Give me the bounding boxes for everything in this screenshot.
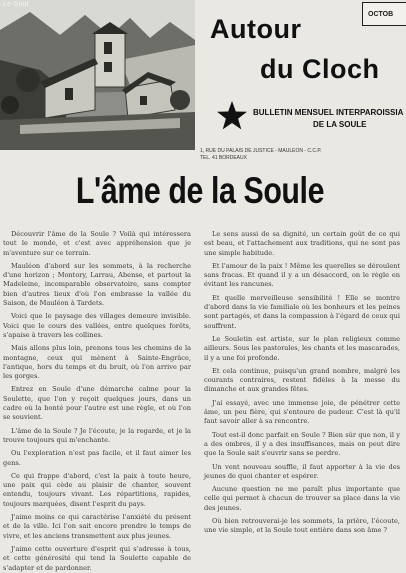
bulletin-subtitle bbox=[253, 107, 403, 131]
publisher-address bbox=[200, 148, 400, 162]
issue-date-box bbox=[362, 2, 406, 26]
paragraph: Aucune question ne me paraît plus importante que celle qui permet à chacun de trouver sa place dans la vie des jeunes. bbox=[204, 485, 400, 512]
paragraph: J'ai essayé, avec une immense joie, de pénétrer cette âme, un peu fière, qui s'entoure de pudeur. C'est là qu'il faut savoir aller à sa rencontre. bbox=[204, 398, 400, 426]
paragraph: Entrez en Soule d'une démarche calme pour la Soulette, que l'on y reçoit quelques jours, dans un cadre où la bonté pour l'autre est une règle, et où l'on se souvient. bbox=[3, 385, 191, 422]
paragraph: Et quelle merveilleuse sensibilité ! Elle se montre d'abord dans la vie familiale où les bonheurs et les peines sont partagés, et dans la compassion à l'égard de ceux qui souffrent. bbox=[204, 293, 400, 330]
article-column-left bbox=[3, 230, 191, 572]
paragraph: Ce qui frappe d'abord, c'est la paix à toute heure, une paix qui cède au plaisir de chanter, souvent entendu, toujours vivant. Les répartitions, rapides, toujours marquées, disent l'esprit du pays. bbox=[3, 471, 191, 508]
masthead-photo bbox=[0, 0, 195, 150]
paragraph: Tout est-il donc parfait en Soule ? Bien sûr que non, il y a des ombres, il y a des insuffisances, mais on peut dire que la Soule sait s'ouvrir sans se perdre. bbox=[204, 430, 400, 458]
paragraph: Découvrir l'âme de la Soule ? Voilà qui intéressera tout le monde, et c'est avec appréhension que je m'aventure sur ce terrain. bbox=[3, 230, 191, 257]
article-headline: L'âme de la Soule bbox=[75, 170, 325, 211]
paragraph: Et cela continue, puisqu'un grand nombre, malgré les courants contraires, restent fidèles à la messe du dimanche et aux grandes fêtes. bbox=[204, 366, 400, 394]
bulletin-line1: BULLETIN MENSUEL INTERPAROISSIA bbox=[253, 108, 404, 117]
star-icon bbox=[216, 100, 248, 132]
paragraph: Mauléon d'abord sur les sommets, à la recherche d'une horizon ; Montory, Larrau, Abense, et partout la Madeleine, incomparable observatoire, sans compter bien d'autres lieux d'où l'on embrasse la vallée du Saison, de Mauléon à Tardets. bbox=[3, 261, 191, 308]
paragraph: Mais allons plus loin, prenons tous les chemins de la montagne, ceux qui mènent à Sainte-Engrâce, l'antique, hors du temps et du bruit, où l'on arrive par les gorges. bbox=[3, 344, 191, 381]
issue-date-label: OCTOB bbox=[368, 11, 394, 18]
paragraph: Ou l'exploration n'est pas facile, et il faut aimer les gens. bbox=[3, 449, 191, 467]
masthead-title-line1: Autour bbox=[210, 14, 302, 44]
paragraph: L'âme de la Soule ? Je l'écoute, je la regarde, et je la trouve toujours qui m'enchante. bbox=[3, 426, 191, 444]
address-line: TEL. 41 BORDEAUX bbox=[200, 155, 247, 161]
masthead-title-line2: du Cloch bbox=[260, 54, 380, 84]
article-column-right bbox=[204, 230, 400, 554]
paragraph: Voici que le paysage des villages demeure invisible. Voici que le cours des vallées, entre quelques forêts, s'apaise à travers les collines. bbox=[3, 312, 191, 339]
paragraph: Le sens aussi de sa dignité, un certain goût de ce qui est beau, et l'attachement aux traditions, qui ne sont pas une simple habitude. bbox=[204, 230, 400, 257]
paragraph: J'aime moins ce qui caractérise l'anxiété du présent et de la ville. Ici l'on sait encore prendre le temps de vivre, et les anciens transmettent aux plus jeunes. bbox=[3, 513, 191, 540]
paragraph: Où bien retrouverai-je les sommets, la prière, l'écoute, une vie simple, et la Soule tout entière dans son âme ? bbox=[204, 517, 400, 535]
paragraph: Un vent nouveau souffle, il faut apporter à la vie des jeunes de quoi chanter et espérer. bbox=[204, 462, 400, 480]
paragraph: Le Souletin est artiste, sur le plan religieux comme ailleurs. Sous les pastorales, les chants et les mascarades, il y a une foi profonde. bbox=[204, 334, 400, 362]
bulletin-line2: DE LA SOULE bbox=[313, 120, 367, 129]
paragraph: J'aime cette ouverture d'esprit qui s'adresse à tous, et cette générosité qui tend la Soulette capable de s'adapter et de pardonner. bbox=[3, 544, 191, 572]
address-line: 1, RUE DU PALAIS DE JUSTICE - MAULEON - C.C.P. bbox=[200, 148, 322, 154]
village-church-photo bbox=[0, 0, 195, 150]
photo-caption: Le-Sout bbox=[3, 1, 29, 8]
paragraph: Et l'amour de la paix ! Même les querelles se déroulent sans fracas. Et quand il y a un désaccord, on le règle en évitant les rancunes. bbox=[204, 261, 400, 289]
